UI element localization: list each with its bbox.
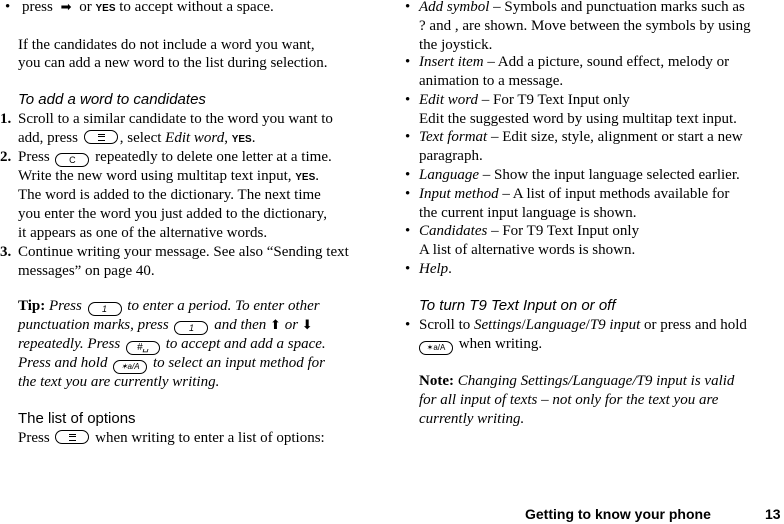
text: to select an input method for — [152, 355, 326, 371]
one-key-icon: 1 — [88, 302, 122, 316]
option-desc: – Symbols and punctuation marks such as — [489, 0, 745, 15]
text: . — [315, 168, 320, 184]
option-term: Input method — [419, 186, 499, 202]
star-key-icon: ✶a/A — [419, 341, 453, 355]
bullet: • — [405, 0, 411, 15]
yes-key-icon: YES — [95, 3, 116, 14]
step1-l1: Scroll to a similar candidate to the word you want to — [18, 111, 333, 127]
tip-l2 — [18, 316, 313, 336]
settings-term: Settings — [474, 317, 522, 333]
text: press — [22, 0, 53, 15]
text: to enter a period. To enter other — [127, 298, 320, 314]
text: / — [521, 317, 526, 333]
text: repeatedly to delete one letter at a time. — [95, 149, 332, 165]
option-item — [419, 222, 639, 241]
text: or — [284, 317, 299, 333]
tip-l5: the text you are currently writing. — [18, 374, 220, 390]
text: repeatedly. Press — [18, 336, 121, 352]
option-term: Insert item — [419, 54, 484, 70]
option-term: Help — [419, 261, 449, 277]
text: to accept without a space. — [119, 0, 274, 15]
text: , select — [119, 130, 162, 146]
text: to accept and add a space. — [165, 336, 326, 352]
yes-key-icon: YES — [231, 134, 252, 145]
list-intro — [18, 429, 325, 448]
option-desc-cont: ? and , are shown. Move between the symbols by using — [419, 18, 751, 34]
text: . — [251, 130, 256, 146]
text: Press — [49, 298, 82, 314]
option-desc-cont: animation to a message. — [419, 73, 564, 89]
tip-label: Tip: — [18, 298, 46, 314]
t9-input-term: T9 input — [589, 317, 641, 333]
option-desc: – Show the input language selected earlier. — [479, 167, 740, 183]
para-candidates-l1: If the candidates do not include a word you want, — [18, 37, 315, 53]
option-desc: . — [448, 261, 452, 277]
footer-title: Getting to know your phone — [525, 506, 711, 522]
step-number: 3. — [0, 244, 12, 260]
note-l1 — [419, 372, 734, 391]
text: when writing to enter a list of options: — [95, 430, 325, 446]
option-desc-cont: A list of alternative words is shown. — [419, 242, 636, 258]
option-term: Text format — [419, 129, 488, 145]
page-number: 13 — [765, 506, 781, 522]
bullet: • — [405, 167, 411, 183]
step-number: 2. — [0, 149, 12, 165]
menu-key-icon — [84, 130, 118, 144]
step-number: 1. — [0, 111, 12, 127]
step2-l1 — [18, 148, 332, 167]
bullet: • — [405, 186, 411, 202]
option-desc: – A list of input methods available for — [498, 186, 730, 202]
option-desc-cont: Edit the suggested word by using multitap text input. — [419, 111, 737, 127]
bullet: • — [405, 54, 411, 70]
option-item — [419, 0, 745, 17]
tip-l1 — [18, 297, 320, 316]
option-term: Edit word — [419, 92, 479, 108]
heading-add-word: To add a word to candidates — [18, 91, 206, 108]
text: Scroll to — [419, 317, 471, 333]
right-arrow-icon: ➡ — [60, 0, 72, 15]
text: add, press — [18, 130, 78, 146]
bullet: • — [405, 92, 411, 108]
text: / — [585, 317, 590, 333]
bullet-line-press-right — [5, 0, 274, 19]
step2-l3: The word is added to the dictionary. The next time — [18, 187, 321, 203]
text: punctuation marks, press — [18, 317, 169, 333]
hash-key-icon: #␣ — [126, 341, 160, 355]
option-term: Add symbol — [419, 0, 490, 15]
edit-word-term: Edit word — [165, 130, 225, 146]
c-key-icon: C — [55, 153, 89, 167]
option-item — [419, 128, 743, 147]
step3-l1: Continue writing your message. See also “Sending text — [18, 244, 349, 260]
option-term: Language — [419, 167, 479, 183]
text: , — [224, 130, 228, 146]
text: Write the new word using multitap text input, — [18, 168, 292, 184]
heading-t9: To turn T9 Text Input on or off — [419, 297, 616, 314]
step3-l2: messages” on page 40. — [18, 263, 155, 279]
option-item — [419, 91, 630, 110]
option-desc: – For T9 Text Input only — [487, 223, 640, 239]
bullet: • — [405, 129, 411, 145]
text: or press and hold — [644, 317, 747, 333]
t9-l1 — [419, 316, 747, 335]
text: Changing Settings/Language/T9 input is valid — [457, 373, 735, 389]
note-l3: currently writing. — [419, 411, 525, 427]
option-desc: – For T9 Text Input only — [478, 92, 630, 108]
language-term: Language — [525, 317, 586, 333]
option-desc-cont: the joystick. — [419, 37, 493, 53]
text: or — [79, 0, 92, 15]
step2-l2 — [18, 167, 319, 188]
option-item — [419, 185, 729, 204]
note-label: Note: — [419, 373, 454, 389]
option-desc: – Edit size, style, alignment or start a new — [487, 129, 743, 145]
text: when writing. — [458, 336, 543, 352]
step2-l5: it appears as one of the alternative words. — [18, 225, 268, 241]
yes-key-icon: YES — [295, 172, 316, 183]
bullet: • — [405, 223, 411, 239]
option-term: Candidates — [419, 223, 488, 239]
bullet: • — [405, 261, 411, 277]
option-desc-cont: paragraph. — [419, 148, 483, 164]
para-candidates-l2: you can add a new word to the list during selection. — [18, 55, 328, 71]
option-desc-cont: the current input language is shown. — [419, 205, 637, 221]
option-item — [419, 260, 452, 279]
step1-l2 — [18, 129, 255, 150]
option-item — [419, 53, 729, 72]
step2-l4: you enter the word you just added to the dictionary, — [18, 206, 327, 222]
bullet: • — [405, 317, 411, 333]
menu-key-icon — [55, 430, 89, 444]
note-l2: for all input of texts – not only for the text you are — [419, 392, 719, 408]
tip-l4 — [18, 354, 325, 374]
bullet: • — [5, 0, 11, 15]
text: Press — [18, 149, 50, 165]
text: Press and hold — [18, 355, 108, 371]
text: and then — [214, 317, 267, 333]
tip-l3 — [18, 335, 326, 355]
up-arrow-icon: ⬆ — [270, 318, 281, 333]
t9-l2 — [419, 335, 542, 355]
text: Press — [18, 430, 50, 446]
one-key-icon: 1 — [174, 321, 208, 335]
option-item — [419, 166, 740, 185]
heading-list-options: The list of options — [18, 410, 136, 427]
option-desc: – Add a picture, sound effect, melody or — [483, 54, 730, 70]
star-key-icon: ✶a/A — [113, 360, 147, 374]
down-arrow-icon: ⬇ — [301, 318, 313, 333]
